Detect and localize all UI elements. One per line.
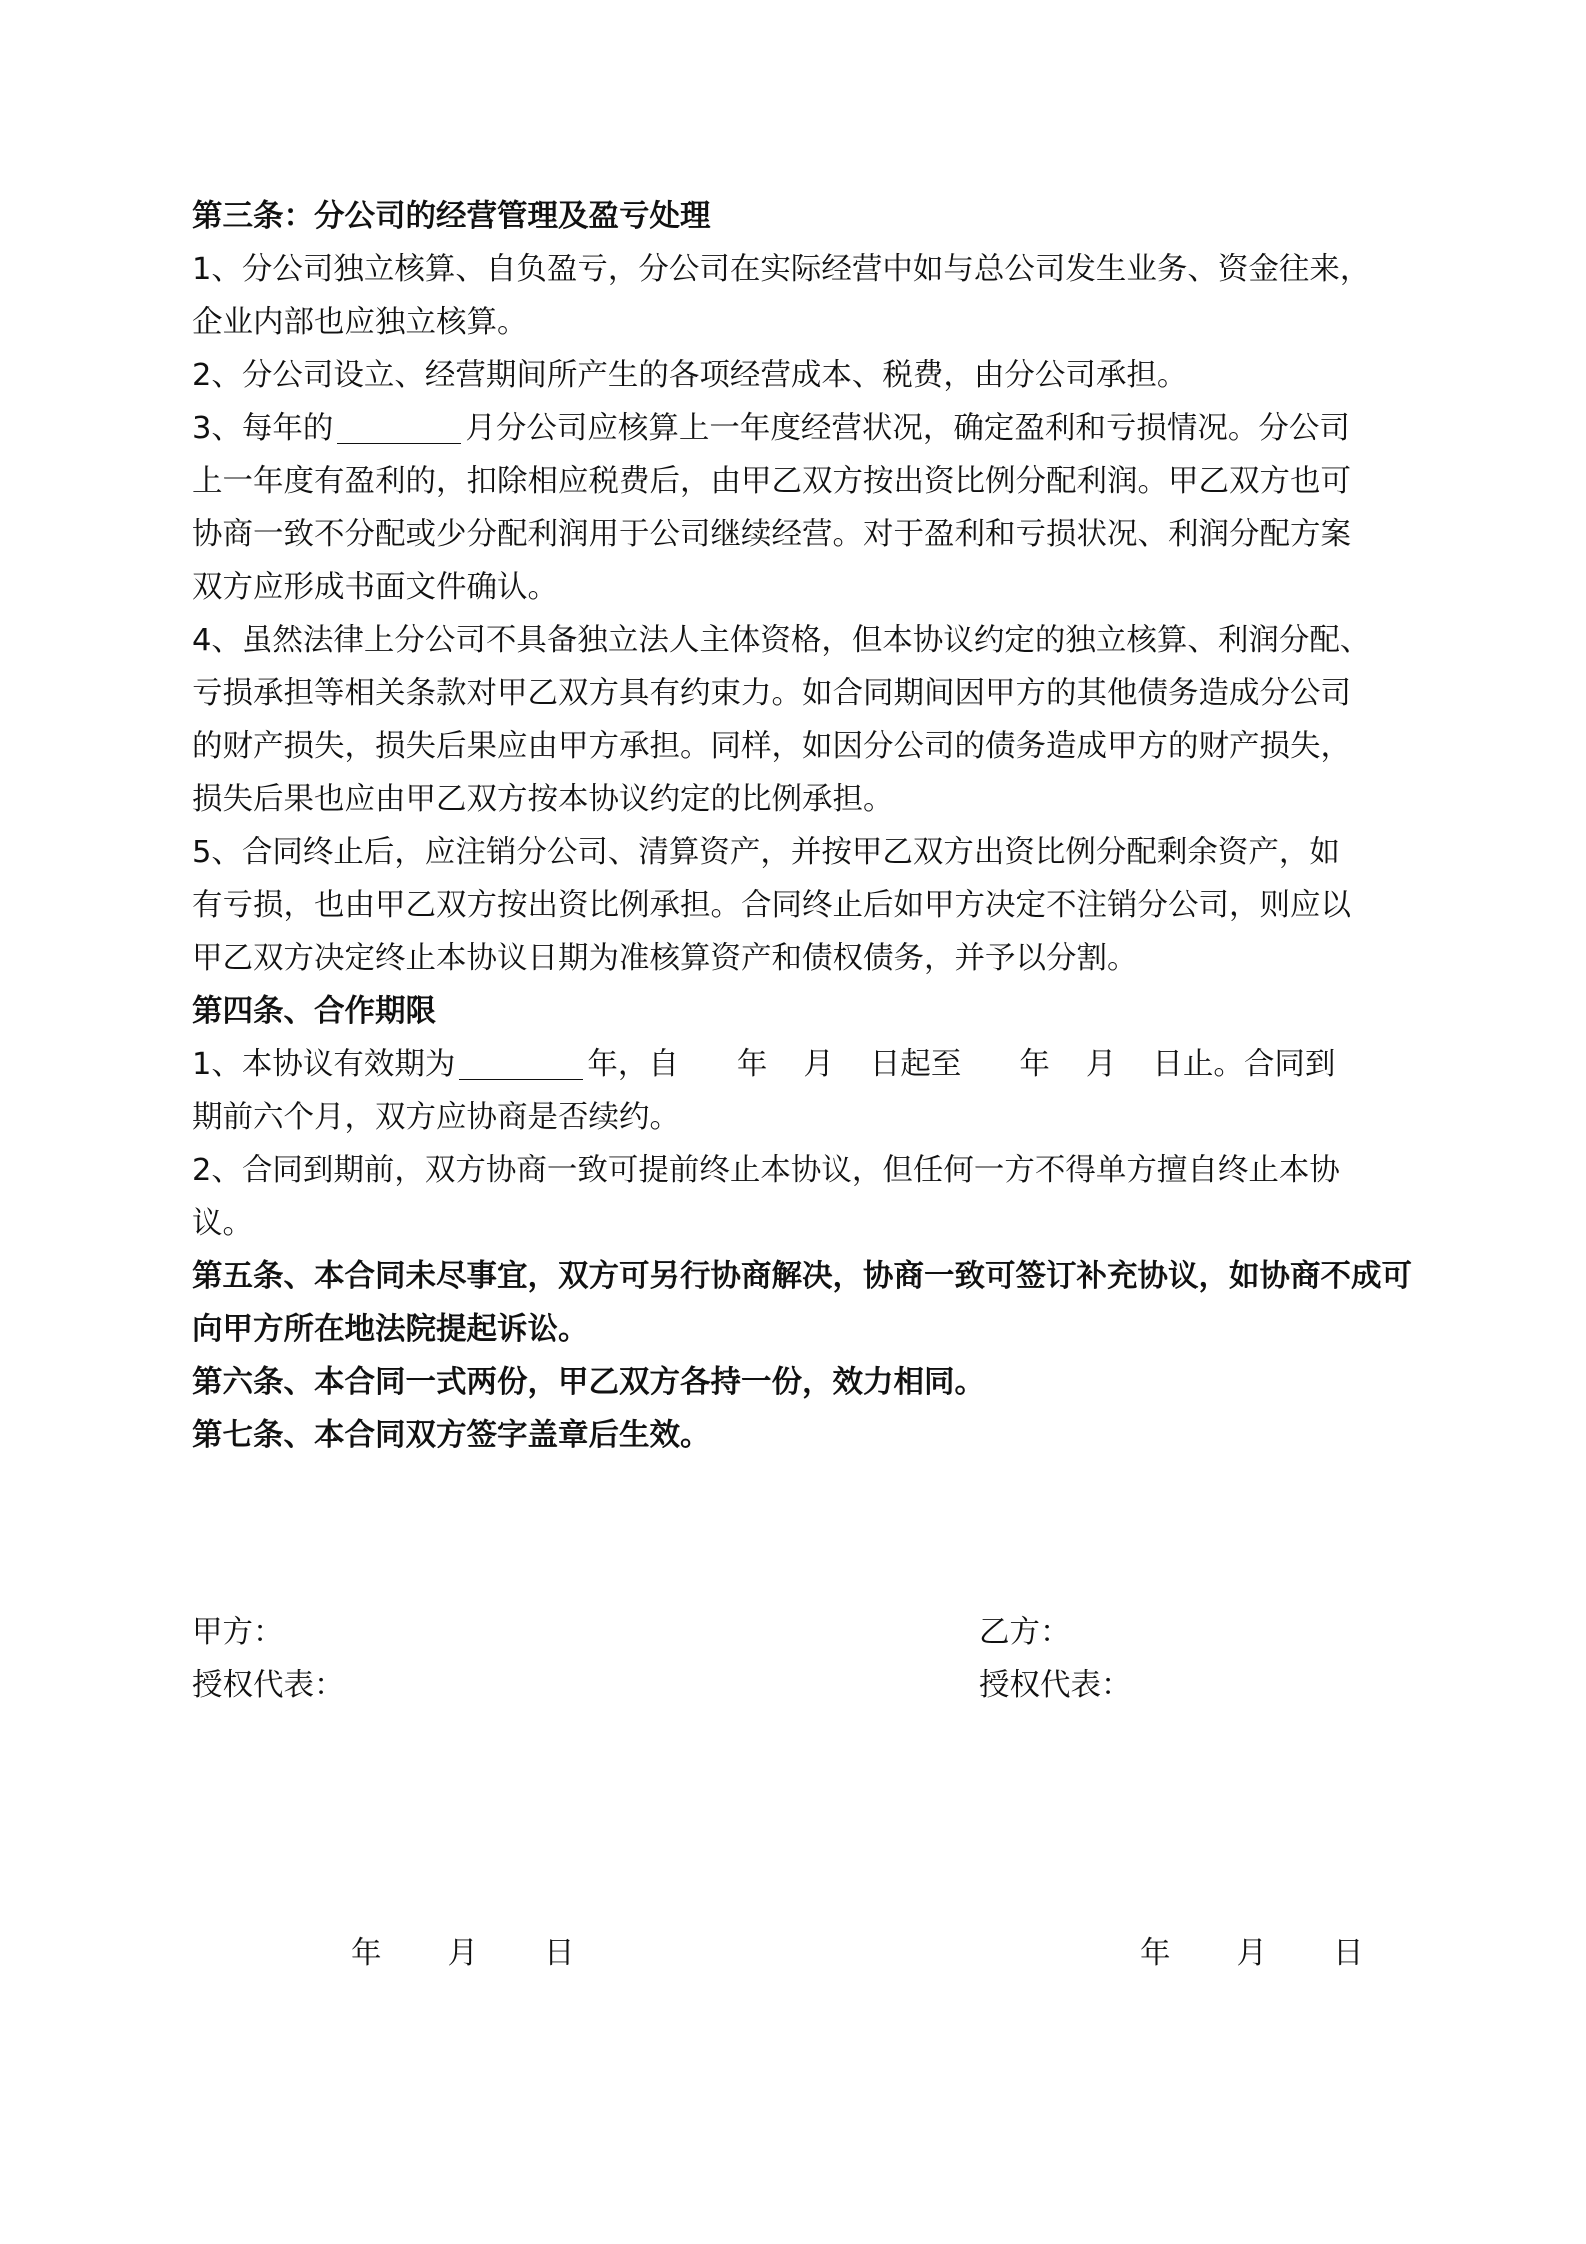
article-3-clause-4-line-4: 损失后果也应由甲乙双方按本协议约定的比例承担。 bbox=[192, 782, 894, 817]
article-4-title: 第四条、合作期限 bbox=[192, 994, 436, 1029]
date-day-label: 日 bbox=[1333, 1936, 1364, 1971]
date-year-label: 年 bbox=[351, 1936, 382, 1971]
start-year-label: 年 bbox=[736, 1047, 768, 1082]
article-3-clause-4-line-2: 亏损承担等相关条款对甲乙双方具有约束力。如合同期间因甲方的其他债务造成分公司 bbox=[192, 676, 1351, 711]
article-5-line-1: 第五条、本合同未尽事宜，双方可另行协商解决，协商一致可签订补充协议，如协商不成可 bbox=[192, 1259, 1412, 1294]
article-3-clause-4-line-3: 的财产损失，损失后果应由甲方承担。同样，如因分公司的债务造成甲方的财产损失， bbox=[192, 729, 1351, 764]
date-day-label: 日 bbox=[544, 1936, 575, 1971]
clause-text: 1、本协议有效期为 bbox=[192, 1047, 456, 1082]
article-3-clause-4-line-1: 4、虽然法律上分公司不具备独立法人主体资格，但本协议约定的独立核算、利润分配、 bbox=[192, 623, 1371, 658]
article-3-clause-2: 2、分公司设立、经营期间所产生的各项经营成本、税费，由分公司承担。 bbox=[192, 358, 1188, 393]
article-7: 第七条、本合同双方签字盖章后生效。 bbox=[192, 1418, 711, 1453]
clause-text: 年，自 bbox=[587, 1047, 679, 1082]
party-b-date bbox=[1140, 1927, 1364, 1980]
article-3-clause-3-line-3: 协商一致不分配或少分配利润用于公司继续经营。对于盈利和亏损状况、利润分配方案 bbox=[192, 517, 1351, 552]
article-4-clause-2-line-2: 议。 bbox=[192, 1206, 253, 1241]
article-3-clause-5-line-1: 5、合同终止后，应注销分公司、清算资产，并按甲乙双方出资比例分配剩余资产，如 bbox=[192, 835, 1340, 870]
term-blank-field bbox=[459, 1043, 583, 1080]
article-3-clause-3-line-1 bbox=[192, 402, 1414, 455]
clause-text: 1、分公司独立核算、自负盈亏，分公司在实际经营中如与总公司发生业务、资金往来， bbox=[192, 252, 1371, 287]
contract-body bbox=[192, 190, 1414, 1462]
article-3-title: 第三条：分公司的经营管理及盈亏处理 bbox=[192, 199, 711, 234]
article-3-clause-5-line-3: 甲乙双方决定终止本协议日期为准核算资产和债权债务，并予以分割。 bbox=[192, 941, 1138, 976]
article-3-clause-1-line-1 bbox=[192, 243, 1414, 296]
party-b-representative-label: 授权代表： bbox=[979, 1668, 1132, 1703]
article-3-clause-3-line-4: 双方应形成书面文件确认。 bbox=[192, 570, 558, 605]
article-4-clause-2-line-1: 2、合同到期前，双方协商一致可提前终止本协议，但任何一方不得单方擅自终止本协 bbox=[192, 1153, 1340, 1188]
article-4-clause-1-line-2: 期前六个月，双方应协商是否续约。 bbox=[192, 1100, 680, 1135]
article-6: 第六条、本合同一式两份，甲乙双方各持一份，效力相同。 bbox=[192, 1365, 985, 1400]
party-a-label: 甲方： bbox=[192, 1615, 284, 1650]
article-3-clause-5-line-2: 有亏损，也由甲乙双方按出资比例承担。合同终止后如甲方决定不注销分公司，则应以 bbox=[192, 888, 1351, 923]
party-a-representative-label: 授权代表： bbox=[192, 1668, 345, 1703]
start-month-label: 月 bbox=[803, 1047, 834, 1082]
date-month-label: 月 bbox=[1236, 1936, 1267, 1971]
article-5-line-2: 向甲方所在地法院提起诉讼。 bbox=[192, 1312, 589, 1347]
article-4-clause-1-line-1 bbox=[192, 1038, 1414, 1091]
article-3-clause-1-line-2: 企业内部也应独立核算。 bbox=[192, 305, 528, 340]
end-month-label: 月 bbox=[1085, 1047, 1117, 1082]
clause-text: 3、每年的 bbox=[192, 411, 334, 446]
article-3-clause-3-line-2: 上一年度有盈利的，扣除相应税费后，由甲乙双方按出资比例分配利润。甲乙双方也可 bbox=[192, 464, 1351, 499]
end-year-label: 年 bbox=[1019, 1047, 1050, 1082]
clause-text: 月分公司应核算上一年度经营状况，确定盈利和亏损情况。分公司 bbox=[465, 411, 1350, 446]
party-a-date bbox=[351, 1927, 575, 1980]
party-b-label: 乙方： bbox=[979, 1615, 1071, 1650]
month-blank-field bbox=[337, 407, 461, 444]
date-year-label: 年 bbox=[1140, 1936, 1171, 1971]
date-month-label: 月 bbox=[447, 1936, 478, 1971]
start-day-label: 日起至 bbox=[869, 1047, 962, 1082]
end-day-label: 日止。合同到 bbox=[1152, 1047, 1336, 1082]
